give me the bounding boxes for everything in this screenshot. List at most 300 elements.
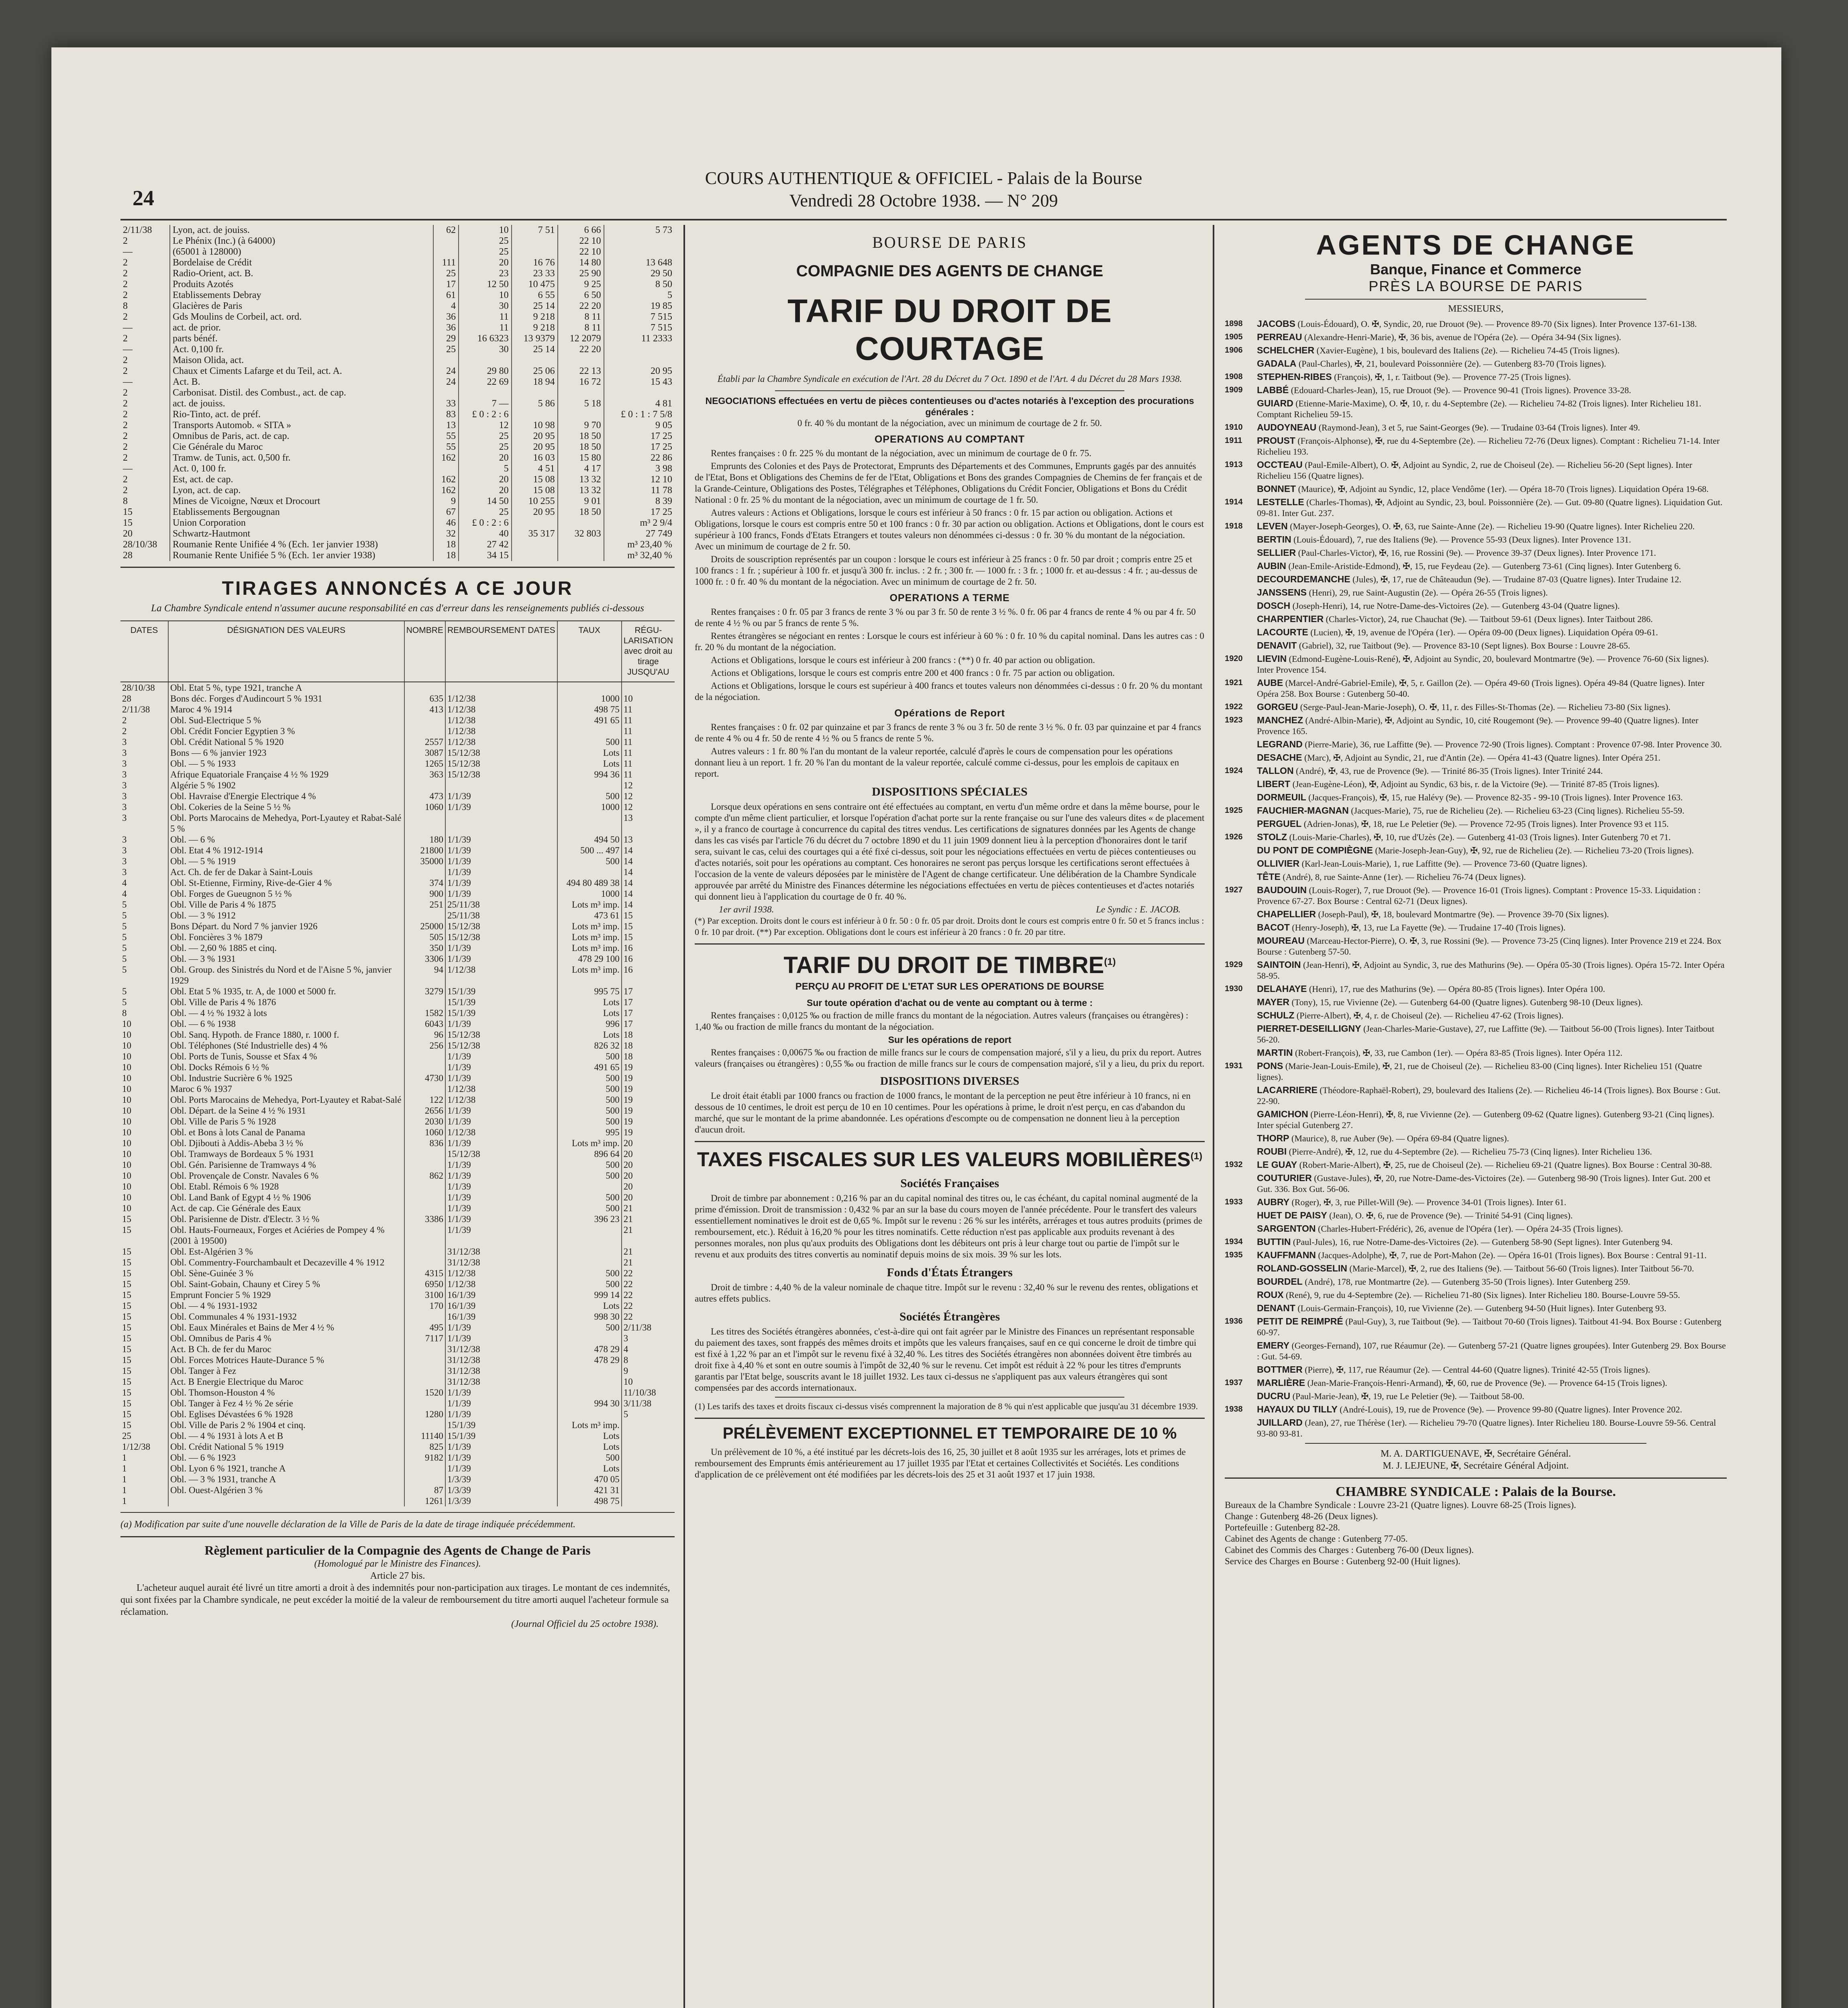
agent-entry	[1225, 484, 1727, 494]
agent-name: LIEVIN	[1257, 653, 1287, 664]
tirage-cell: 22	[622, 1290, 675, 1300]
tirage-row	[120, 747, 675, 758]
agent-entry	[1225, 677, 1727, 699]
quote-cell: 23	[459, 268, 512, 279]
chambre-line: Cabinet des Agents de change : Gutenberg 77-05.	[1225, 1534, 1408, 1544]
quote-cell: 13	[433, 420, 459, 431]
tirage-cell: 17	[622, 1018, 675, 1029]
tirage-designation: Obl. Omnibus de Paris 4 %	[168, 1333, 404, 1344]
quote-cell: 15	[123, 507, 133, 517]
agent-details: (Charles-Thomas), ✠, Adjoint au Syndic, 23, boul. Poissonnière (2e). — Gut. 09-80 (Quatre lignes). Liquidation Gut. 09-81. Inter Gut. 237.	[1257, 497, 1723, 518]
tirage-cell: 15/1/39	[445, 1008, 557, 1018]
quote-cell: —	[123, 322, 133, 333]
tirage-cell: Lots	[557, 997, 622, 1008]
tirage-cell: 14	[622, 856, 675, 867]
page-number: 24	[133, 186, 154, 210]
agent-entry	[1225, 702, 1727, 712]
tirage-cell: 1520	[404, 1387, 445, 1398]
quote-designation: Produits Azotés	[170, 279, 434, 290]
tirage-row	[120, 1170, 675, 1181]
agent-year: 1909	[1225, 386, 1243, 394]
agent-name: PERGUEL	[1257, 818, 1302, 829]
tirage-cell: 473	[404, 791, 445, 802]
tirage-cell: Lots	[557, 747, 622, 758]
quote-designation: act. de jouiss.	[170, 398, 434, 409]
tirage-cell: 1/1/39	[445, 1322, 557, 1333]
agent-details: (François), ✠, 1, r. Taitbout (9e). — Provence 77-25 (Trois lignes).	[1334, 372, 1571, 382]
tirage-cell: 10	[122, 1106, 131, 1116]
quote-designation: Act. 0,100 fr.	[170, 344, 434, 355]
tirage-cell	[404, 1203, 445, 1214]
comptant-para: Emprunts des Colonies et des Pays de Protectorat, Emprunts des Départements et des Communes, Emprunts gagés par des annuités de l'Etat, Bons et Obligations des Chemins de fer de l'Etat, Obligations et Bons des grandes Compagnies de Chemins de fer français et de la Grande-Ceinture, Obligations des Postes, Télégraphes et Téléphones, Obligations du Crédit Foncier, Obligations et Bons du Crédit National : 0 fr. 25 % du montant de la négociation, avec un minimum de courtage de 1 fr. 50.	[695, 461, 1202, 505]
agent-name: BOURDEL	[1257, 1276, 1303, 1287]
tirage-row	[120, 802, 675, 812]
agent-entry	[1225, 871, 1727, 882]
agent-details: (Tony), 15, rue Vivienne (2e). — Gutenberg 64-00 (Quatre lignes). Gutenberg 98-10 (Deux lignes).	[1291, 997, 1643, 1007]
tirage-cell: 10	[122, 1019, 131, 1029]
tirage-cell: 256	[404, 1040, 445, 1051]
tirage-cell	[404, 682, 445, 693]
quote-row	[120, 388, 675, 398]
tirage-cell: 15	[622, 910, 675, 921]
rule	[695, 1418, 1205, 1419]
tirage-cell	[622, 1430, 675, 1441]
tirage-cell: 3	[122, 791, 127, 801]
tirage-designation: Obl. — 3 % 1912	[168, 910, 404, 921]
tirage-designation: Obl. — 4 % 1931 à lots A et B	[168, 1430, 404, 1441]
tirage-cell: 1/1/39	[445, 867, 557, 877]
quote-cell: 8	[123, 301, 128, 311]
agent-details: (Gabriel), 32, rue Taitbout (9e). — Provence 83-10 (Sept lignes). Box Bourse : Louvre 28-65.	[1299, 641, 1630, 651]
quote-cell: 35 317	[512, 529, 558, 539]
tirage-row	[120, 1116, 675, 1127]
quote-cell	[604, 355, 675, 366]
agent-entry	[1225, 1223, 1727, 1234]
timbre-achat	[695, 1010, 1205, 1033]
tirage-cell: 28/10/38	[122, 683, 155, 693]
quote-cell: 25 14	[512, 301, 558, 312]
tirage-designation: Obl. Sud-Electrique 5 %	[168, 715, 404, 726]
tirage-cell: 16/1/39	[445, 1311, 557, 1322]
tirage-row	[120, 1311, 675, 1322]
agent-name: AUBRY	[1257, 1197, 1289, 1207]
quote-row	[120, 529, 675, 539]
quote-cell: 61	[433, 290, 459, 301]
tirage-cell	[557, 726, 622, 737]
tirage-cell	[622, 1420, 675, 1430]
agent-entry	[1225, 1276, 1727, 1287]
quote-cell: 2	[123, 442, 128, 452]
agent-details: (Edmond-Eugène-Louis-René), ✠, Adjoint au Syndic, 20, boulevard Montmartre (9e). — Provence 76-60 (Six lignes). Inter Provence 154.	[1257, 654, 1709, 675]
agent-year: 1918	[1225, 522, 1243, 531]
quote-cell: 22 86	[604, 453, 675, 463]
agent-year: 1923	[1225, 716, 1243, 724]
tirage-designation: Obl. Hauts-Fourneaux, Forges et Aciéries de Pompey 4 % (2001 à 19500)	[168, 1224, 404, 1246]
agent-entry	[1225, 1417, 1727, 1439]
tirage-cell: 11	[622, 715, 675, 726]
tirage-cell	[404, 780, 445, 791]
tirage-cell: 478 29	[557, 1355, 622, 1365]
taxes-footnote: (1) Les tarifs des taxes et droits fiscaux ci-dessus visés comprennent la majoration de 8 % qui n'est applicable que jusqu'au 31 décembre 1939.	[695, 1401, 1198, 1411]
agent-details: (Marie-Marcel), ✠, 2, rue des Italiens (9e). — Taitbout 56-60 (Trois lignes). Inter Taitbout 56-70.	[1349, 1263, 1694, 1273]
tirage-row	[120, 1094, 675, 1105]
agent-details: (Pierre-Marie), 36, rue Laffitte (9e). — Provence 72-90 (Trois lignes). Comptant : Provence 07-98. Inter Provence 30.	[1305, 739, 1722, 749]
tirage-row	[120, 932, 675, 943]
agent-name: BERTIN	[1257, 534, 1291, 545]
agent-details: (Louis-Édouard), 7, rue des Italiens (9e). — Provence 55-93 (Deux lignes). Inter Provence 131.	[1293, 535, 1631, 545]
tirage-designation: Obl. Ville de Paris 4 % 1876	[168, 997, 404, 1008]
tirage-cell: 473 61	[557, 910, 622, 921]
quote-cell: 2	[123, 257, 128, 268]
quote-cell: 83	[433, 409, 459, 420]
agent-name: COUTURIER	[1257, 1173, 1312, 1183]
agent-name: ROUX	[1257, 1290, 1284, 1300]
agent-entry	[1225, 1391, 1727, 1402]
quote-cell: 20	[459, 474, 512, 485]
tirage-cell: 1	[122, 1463, 127, 1473]
tirage-cell: 13	[622, 834, 675, 845]
agent-name: TÊTE	[1257, 871, 1281, 882]
quote-cell: 4 17	[558, 463, 604, 474]
tirages-table	[120, 620, 675, 1506]
quote-cell: 5	[604, 290, 675, 301]
quote-cell: 7 —	[459, 398, 512, 409]
tirage-cell: 10	[122, 1192, 131, 1202]
tirage-designation: Obl. — 2,60 % 1885 et cinq.	[168, 943, 404, 953]
quote-row	[120, 257, 675, 268]
agent-name: GADALA	[1257, 358, 1297, 369]
tirage-cell: 11140	[404, 1430, 445, 1441]
tirage-cell: 1/12/38	[445, 693, 557, 704]
agent-year: 1922	[1225, 702, 1243, 711]
tirage-cell: 1/1/39	[445, 1192, 557, 1203]
tirage-cell: 25/11/38	[445, 899, 557, 910]
tirage-cell	[622, 1485, 675, 1496]
agent-details: (Jules), ✠, 17, rue de Châteaudun (9e). — Trudaine 87-03 (Quatre lignes). Inter Trudaine 12.	[1352, 574, 1681, 584]
tirage-cell: 500	[557, 1322, 622, 1333]
agent-details: (Louis-Marie-Charles), ✠, 10, rue d'Uzès (2e). — Gutenberg 41-03 (Trois lignes). Inter Gutenberg 70 et 71.	[1289, 832, 1671, 842]
tirage-cell: 1/1/39	[445, 953, 557, 964]
agent-entry	[1225, 832, 1727, 843]
agent-entry	[1225, 909, 1727, 920]
compagnie-title: COMPAGNIE DES AGENTS DE CHANGE	[796, 262, 1103, 280]
tirage-row	[120, 1409, 675, 1420]
tirage-cell: 5	[122, 997, 127, 1007]
tirage-cell: 1/1/39	[445, 1159, 557, 1170]
tirage-cell: 11	[622, 747, 675, 758]
tirage-cell: 5	[622, 1409, 675, 1420]
coupon-quotes-table	[120, 225, 675, 561]
quote-cell	[604, 344, 675, 355]
timbre-report	[695, 1047, 1205, 1069]
tirage-cell: 15	[122, 1409, 131, 1419]
tirage-designation: Obl. Provençale de Constr. Navales 6 %	[168, 1170, 404, 1181]
tirage-cell: 1/1/39	[445, 802, 557, 812]
tirage-designation: Obl. Djibouti à Addis-Abeba 3 ½ %	[168, 1138, 404, 1149]
tirage-cell: Lots	[557, 1430, 622, 1441]
agent-entry	[1225, 765, 1727, 776]
agent-details: (Jean-Marie-François-Henri-Armand), ✠, 60, rue de Provence (9e). — Provence 64-15 (Trois lignes).	[1307, 1378, 1667, 1388]
agent-name: DESACHE	[1257, 752, 1302, 763]
tirage-cell	[404, 812, 445, 834]
tirage-cell	[404, 1181, 445, 1192]
tirages-subtitle: La Chambre Syndicale entend n'assumer aucune responsabilité en cas d'erreur dans les renseignements publiés ci-dessous	[151, 603, 644, 614]
tirage-cell: 22	[622, 1311, 675, 1322]
tirage-designation: Obl. Sanq. Hypoth. de France 1880, r. 1000 f.	[168, 1029, 404, 1040]
quote-cell: 28	[123, 550, 133, 561]
col-taux: TAUX	[557, 621, 622, 682]
tirage-cell: 9	[622, 1365, 675, 1376]
tirage-cell: 20	[622, 1192, 675, 1203]
tirage-cell: 994 30	[557, 1398, 622, 1409]
tirage-cell: 500	[557, 1073, 622, 1084]
tirage-cell: 17	[622, 986, 675, 997]
tirage-cell: 1/1/39	[445, 1181, 557, 1192]
agent-entry	[1225, 653, 1727, 675]
quote-cell: 67	[433, 507, 459, 518]
tirage-row	[120, 704, 675, 715]
tirage-cell: 5	[122, 900, 127, 910]
quote-cell	[512, 518, 558, 529]
tirage-cell: 1/12/38	[445, 1268, 557, 1279]
agent-name: AUBIN	[1257, 561, 1286, 571]
tirage-cell: 10	[122, 1084, 131, 1094]
quote-designation: Act. 0, 100 fr.	[170, 463, 434, 474]
agent-details: (François-Alphonse), ✠, rue du 4-Septembre (2e). — Richelieu 72-76 (Deux lignes). Comptant : Richelieu 71-14. Inter Richelieu 193.	[1257, 436, 1720, 457]
agent-name: EMERY	[1257, 1340, 1289, 1351]
agent-name: DENANT	[1257, 1303, 1295, 1313]
tirage-cell: Lots m³ imp.	[557, 899, 622, 910]
tirage-cell: 8	[122, 1008, 127, 1018]
rule	[120, 1512, 675, 1513]
quote-cell	[558, 355, 604, 366]
tirage-cell: 16	[622, 953, 675, 964]
tirage-cell	[404, 1474, 445, 1485]
tirage-cell: 4	[122, 878, 127, 888]
agent-entry	[1225, 792, 1727, 803]
tirage-row	[120, 943, 675, 953]
tirage-row	[120, 1203, 675, 1214]
agent-details: (Louis-Germain-François), 10, rue Vivienne (2e). — Gutenberg 94-50 (Huit lignes). Inter Gutenberg 93.	[1297, 1303, 1666, 1313]
col-regularisation: RÉGU-LARISATION avec droit au tirage JUSQU'AU	[622, 621, 675, 682]
col-dates-remb: REMBOURSEMENT DATES	[445, 621, 557, 682]
agent-details: (Jacques-Marie), 75, rue de Richelieu (2e). — Richelieu 63-23 (Cinq lignes). Richelieu 55-59.	[1351, 806, 1685, 816]
report-title: Opérations de Report	[894, 708, 1005, 719]
tirage-cell: 5	[122, 943, 127, 953]
tirage-designation: Obl. — 3 % 1931, tranche A	[168, 1474, 404, 1485]
quote-cell: 8 11	[558, 322, 604, 333]
timbre-title-text: TARIF DU DROIT DE TIMBRE	[783, 952, 1104, 978]
tirage-row	[120, 737, 675, 747]
quote-cell: 17 25	[604, 442, 675, 453]
timbre-sub: PERÇU AU PROFIT DE L'ETAT SUR LES OPERATIONS DE BOURSE	[795, 981, 1104, 992]
quote-cell: 9 218	[512, 322, 558, 333]
tirage-designation: Obl. Land Bank of Egypt 4 ½ % 1906	[168, 1192, 404, 1203]
quote-cell: 15 43	[604, 377, 675, 388]
quote-cell: 10 475	[512, 279, 558, 290]
tirage-cell: 1/1/39	[445, 1463, 557, 1474]
tirage-cell: 1	[122, 1496, 127, 1506]
tirage-cell: 3	[622, 1333, 675, 1344]
quote-designation: Radio-Orient, act. B.	[170, 268, 434, 279]
tirage-cell: 1	[122, 1453, 127, 1463]
quote-cell: 20 95	[604, 366, 675, 377]
agent-name: SARGENTON	[1257, 1223, 1316, 1234]
quote-cell: 16 6323	[459, 333, 512, 344]
agent-name: SCHELCHER	[1257, 345, 1315, 355]
terme-list	[695, 606, 1205, 703]
tirage-cell: 19	[622, 1116, 675, 1127]
agent-name: HAYAUX DU TILLY	[1257, 1404, 1338, 1414]
agent-entry	[1225, 561, 1727, 571]
quote-cell: 162	[433, 485, 459, 496]
agent-entry	[1225, 1061, 1727, 1082]
tirage-designation: Obl. — 6 % 1938	[168, 1018, 404, 1029]
tirage-cell: 4	[622, 1344, 675, 1355]
agent-name: ROUBI	[1257, 1146, 1287, 1157]
tirage-cell	[404, 1159, 445, 1170]
quote-cell: 19 85	[604, 301, 675, 312]
quote-designation: parts bénéf.	[170, 333, 434, 344]
agent-name: CHARPENTIER	[1257, 614, 1324, 624]
agent-year: 1920	[1225, 654, 1243, 663]
agent-entry	[1225, 922, 1727, 933]
tirage-cell: 5	[122, 932, 127, 942]
tirage-cell: Lots m³ imp.	[557, 1138, 622, 1149]
tirage-cell: 500	[557, 1105, 622, 1116]
quote-cell: 5 86	[512, 398, 558, 409]
quote-cell: 17	[433, 279, 459, 290]
tirage-designation: Obl. Commentry-Fourchambault et Decazeville 4 % 1912	[168, 1257, 404, 1268]
tirage-row	[120, 1333, 675, 1344]
agent-details: (Marc), ✠, Adjoint au Syndic, 21, rue d'Antin (2e). — Opéra 41-43 (Quatre lignes). Inter Opéra 251.	[1304, 753, 1660, 763]
agent-entry	[1225, 358, 1727, 369]
quote-cell: 2	[123, 388, 128, 398]
timbre-title	[695, 952, 1205, 979]
quote-cell: 16 03	[512, 453, 558, 463]
tirage-row	[120, 1279, 675, 1290]
tirage-cell: 3	[122, 867, 127, 877]
tirage-cell: 500	[557, 1192, 622, 1203]
agent-entry	[1225, 1109, 1727, 1131]
agent-entry	[1225, 1316, 1727, 1338]
tirage-cell: 15/12/38	[445, 769, 557, 780]
tirage-cell	[445, 780, 557, 791]
quote-designation: Bordelaise de Crédit	[170, 257, 434, 268]
tirage-cell	[404, 1463, 445, 1474]
rule	[695, 943, 1205, 945]
tirage-cell: 122	[404, 1094, 445, 1105]
agent-details: (Joseph-Henri), 14, rue Notre-Dame-des-Victoires (2e). — Gutenberg 43-04 (Quatre lignes).	[1292, 601, 1620, 611]
tirage-row	[120, 910, 675, 921]
agent-name: FAUCHIER-MAGNAN	[1257, 805, 1349, 816]
agent-entry	[1225, 614, 1727, 624]
tirage-designation: Act. Ch. de fer de Dakar à Saint-Louis	[168, 867, 404, 877]
tirage-cell: 3306	[404, 953, 445, 964]
quote-cell: 22 20	[558, 301, 604, 312]
tirage-designation: Obl. Havraise d'Energie Electrique 4 %	[168, 791, 404, 802]
agent-details: (Robert-Marie-Albert), ✠, 25, rue de Choiseul (2e). — Richelieu 69-21 (Quatre lignes). Box Bourse : Central 30-88.	[1299, 1160, 1712, 1170]
quote-cell: 36	[433, 322, 459, 333]
quote-row	[120, 485, 675, 496]
tirage-cell	[622, 1441, 675, 1452]
tirage-cell: 500	[557, 1094, 622, 1105]
agent-entry	[1225, 997, 1727, 1008]
tirage-cell: 1/3/39	[445, 1485, 557, 1496]
col-designation: DÉSIGNATION DES VALEURS	[168, 621, 404, 682]
tirage-cell	[622, 682, 675, 693]
agent-details: (Louis-Roger), 7, rue Drouot (9e). — Provence 16-01 (Trois lignes). Comptant : Provence 15-33. Liquidation : Provence 67-27. Box Bourse : Central 62-71 (Deux lignes).	[1257, 885, 1701, 906]
quote-cell: 29 80	[459, 366, 512, 377]
tirage-row	[120, 1008, 675, 1018]
quote-cell: 11 2333	[604, 333, 675, 344]
tirage-designation: Bons déc. Forges d'Audincourt 5 % 1931	[168, 693, 404, 704]
agent-details: (Henri), 17, rue des Mathurins (9e). — Opéra 80-85 (Trois lignes). Inter Opéra 100.	[1309, 984, 1605, 994]
tirage-cell: 14	[622, 867, 675, 877]
quote-row	[120, 225, 675, 236]
tirage-row	[120, 877, 675, 888]
tirage-cell: 1/12/38	[445, 726, 557, 737]
tirage-cell: 1/1/39	[445, 1073, 557, 1084]
agent-entry	[1225, 739, 1727, 750]
tirage-cell: Lots	[557, 1008, 622, 1018]
tirage-cell: 500	[557, 791, 622, 802]
tirage-row	[120, 812, 675, 834]
quote-designation: Maison Olida, act.	[170, 355, 434, 366]
tirage-row	[120, 726, 675, 737]
agent-details: (Jean), 27, rue Thérèse (1er). — Richelieu 79-70 (Quatre lignes). Inter Richelieu 180. Bourse-Louvre 59-56. Central 93-80 93-81.	[1257, 1418, 1716, 1439]
middle-column	[695, 225, 1205, 2008]
societes-title: Sociétés Étrangères	[899, 1310, 1000, 1323]
quote-row	[120, 496, 675, 507]
quote-row	[120, 420, 675, 431]
tirage-cell: 1/1/39	[445, 845, 557, 856]
quote-row	[120, 312, 675, 322]
agent-details: (Marie-Jean-Louis-Emile), ✠, 21, rue de Choiseul (2e). — Richelieu 83-00 (Cinq lignes). Inter Richelieu 151 (Quatre lignes).	[1257, 1061, 1702, 1082]
agent-entry	[1225, 885, 1727, 906]
quote-cell	[433, 355, 459, 366]
quote-cell: 20 95	[512, 507, 558, 518]
tirage-cell	[404, 997, 445, 1008]
tirage-cell: 1/12/38	[445, 1094, 557, 1105]
tirage-row	[120, 682, 675, 693]
tirage-cell: 10	[122, 1041, 131, 1051]
tirage-cell: 1/1/39	[445, 856, 557, 867]
quote-row	[120, 344, 675, 355]
tirage-row	[120, 758, 675, 769]
agent-entry	[1225, 1303, 1727, 1314]
agent-name: ROLAND-GOSSELIN	[1257, 1263, 1347, 1273]
quote-row	[120, 507, 675, 518]
tirage-cell: 500	[557, 1051, 622, 1062]
tirage-cell: 180	[404, 834, 445, 845]
quote-cell: 2	[123, 366, 128, 376]
tirage-designation: Obl. Docks Rémois 6 ½ %	[168, 1062, 404, 1073]
tirage-cell: 491 65	[557, 715, 622, 726]
tirage-row	[120, 1452, 675, 1463]
tirage-cell: 1060	[404, 1127, 445, 1138]
timbre-report-para: Rentes françaises : 0,00675 ‰ ou fraction de mille francs sur le cours de compensation majoré, s'il y a lieu, du prix du report. Autres valeurs (françaises ou étrangères) : 0,55 ‰ ou fraction de mille francs sur le cours de compensation majoré, s'il y a lieu, du prix du report.	[695, 1047, 1205, 1069]
etrangers	[695, 1282, 1205, 1304]
tirage-cell: 15	[122, 1268, 131, 1278]
tirage-cell: 18	[622, 1029, 675, 1040]
tirage-cell: 1/1/39	[445, 888, 557, 899]
quote-cell: 25	[459, 507, 512, 518]
agent-year: 1914	[1225, 498, 1243, 506]
tirage-cell: 15	[122, 1333, 131, 1343]
quote-cell: 18	[433, 550, 459, 561]
tirage-cell: 6043	[404, 1018, 445, 1029]
